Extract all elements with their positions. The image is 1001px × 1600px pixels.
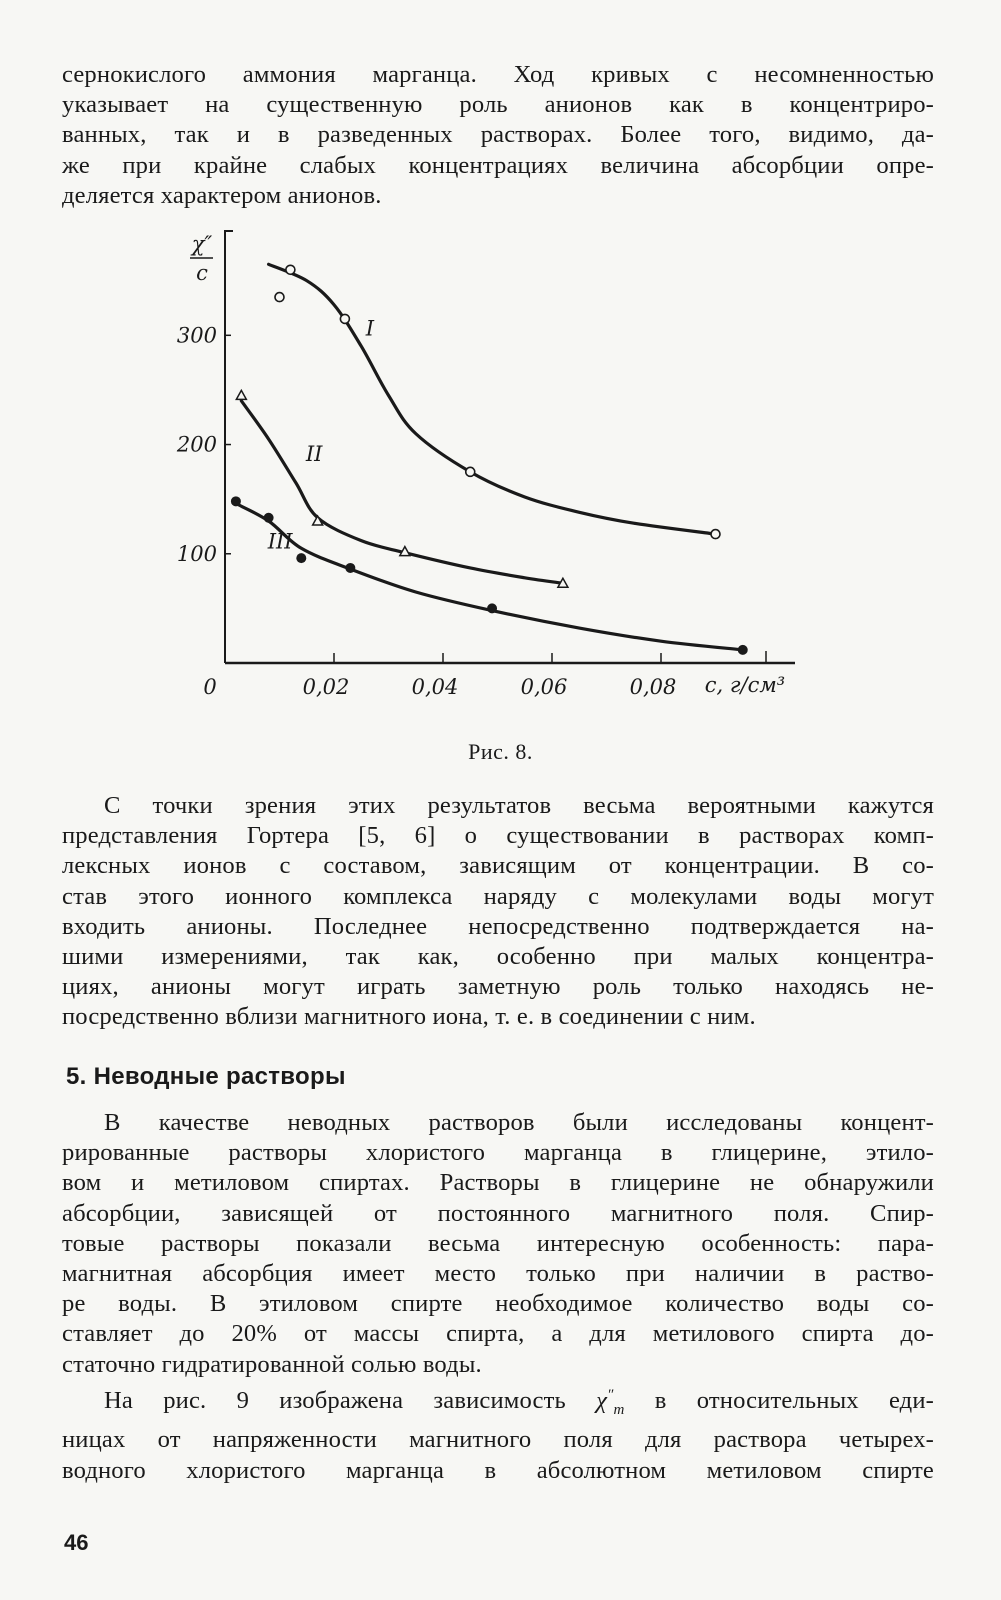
text-line: ставляет до 20% от массы спирта, а для метилового спирта до- bbox=[62, 1320, 934, 1348]
series-iii-point bbox=[231, 496, 241, 506]
text-line: представления Гортера [5, 6] о существовании в растворах комп- bbox=[62, 822, 934, 850]
text-line: лексных ионов с составом, зависящим от концентрации. В со- bbox=[62, 852, 934, 880]
series-i-point bbox=[340, 314, 349, 323]
chi-letter: χ bbox=[596, 1387, 608, 1415]
series-iii-point bbox=[345, 563, 355, 573]
chi-symbol bbox=[596, 1387, 625, 1419]
y-axis-label-numerator: χ″ bbox=[191, 232, 213, 256]
series-i-point bbox=[275, 293, 284, 302]
text-line bbox=[62, 791, 934, 821]
page-number: 46 bbox=[64, 1530, 89, 1555]
text-line: циях, анионы могут играть заметную роль только находясь не- bbox=[62, 973, 934, 1001]
text-fragment: В качестве неводных растворов были исследованы концент- bbox=[104, 1109, 934, 1136]
text-line bbox=[62, 1380, 934, 1425]
series-ii-label: II bbox=[305, 441, 323, 466]
y-tick-label: 300 bbox=[176, 323, 217, 348]
x-tick-label: 0,04 bbox=[411, 675, 459, 699]
text-line: указывает на существенную роль анионов как в концентриро- bbox=[62, 91, 934, 119]
y-axis-label-denominator: c bbox=[196, 261, 208, 285]
text-line: абсорбции, зависящей от постоянного магнитного поля. Спир- bbox=[62, 1199, 934, 1227]
figure-caption: Рис. 8. bbox=[468, 739, 533, 764]
text-fragment: На рис. 9 изображена зависимость bbox=[104, 1387, 597, 1415]
series-iii-label: III bbox=[267, 529, 293, 554]
series-iii-point bbox=[738, 645, 748, 655]
x-tick-label: 0,08 bbox=[629, 675, 677, 699]
text-line: магнитная абсорбция имеет место только при наличии в раство- bbox=[62, 1260, 934, 1288]
text-line: входить анионы. Последнее непосредственно подтверждается на- bbox=[62, 912, 934, 940]
series-iii-point bbox=[296, 553, 306, 563]
text-line: водного хлористого марганца в абсолютном метиловом спирте bbox=[62, 1456, 934, 1484]
series-i-point bbox=[286, 265, 295, 274]
text-line: вом и метиловом спиртах. Растворы в глицерине не обнаружили bbox=[62, 1169, 934, 1197]
paragraph-figure9 bbox=[62, 1380, 934, 1486]
series-i-label: I bbox=[365, 316, 375, 341]
text-line: шими измерениями, так как, особенно при малых концентра- bbox=[62, 943, 934, 971]
series-ii-point bbox=[236, 390, 246, 399]
text-line: посредственно вблизи магнитного иона, т. е. в соединении с ним. bbox=[62, 1003, 756, 1031]
text-line bbox=[62, 1108, 934, 1138]
paragraph-nonaqueous bbox=[62, 1108, 934, 1380]
x-tick-label: 0 bbox=[203, 675, 217, 699]
section-heading: 5. Неводные растворы bbox=[66, 1063, 346, 1090]
x-axis-label: c, г/см³ bbox=[704, 673, 786, 697]
chi-superscript: ″ bbox=[607, 1387, 614, 1403]
series-i-point bbox=[466, 467, 475, 476]
text-line: став этого ионного комплекса наряду с молекулами воды могут bbox=[62, 882, 934, 910]
x-tick-label: 0,02 bbox=[302, 675, 350, 699]
text-line: ре воды. В этиловом спирте необходимое количество воды со- bbox=[62, 1290, 934, 1318]
text-line: рированные растворы хлористого марганца в глицерине, этило- bbox=[62, 1139, 934, 1167]
text-fragment: в относительных еди- bbox=[624, 1387, 934, 1415]
text-line: ванных, так и в разведенных растворах. Более того, видимо, да- bbox=[62, 121, 934, 149]
text-line: ницах от напряженности магнитного поля для раствора четырех- bbox=[62, 1426, 934, 1454]
series-iii-point bbox=[264, 513, 274, 523]
text-line: товые растворы показали весьма интересную особенность: пара- bbox=[62, 1229, 934, 1257]
text-line: сернокислого аммония марганца. Ход кривых с несомненностью bbox=[62, 61, 934, 88]
y-tick-label: 100 bbox=[176, 541, 217, 566]
figure-8-chart bbox=[0, 0, 1001, 760]
y-tick-label: 200 bbox=[176, 432, 217, 457]
series-i-curve bbox=[269, 264, 716, 534]
x-tick-label: 0,06 bbox=[520, 675, 568, 699]
text-line: статочно гидратированной солью воды. bbox=[62, 1350, 482, 1378]
series-i-point bbox=[711, 530, 720, 539]
text-line: же при крайне слабых концентрациях величина абсорбции опре- bbox=[62, 151, 934, 179]
text-fragment: С точки зрения этих результатов весьма вероятными кажутся bbox=[104, 792, 934, 819]
paragraph-gorter bbox=[62, 791, 934, 1033]
series-iii-point bbox=[487, 603, 497, 613]
text-line: деляется характером анионов. bbox=[62, 181, 382, 209]
chi-subscript: m bbox=[613, 1402, 625, 1419]
